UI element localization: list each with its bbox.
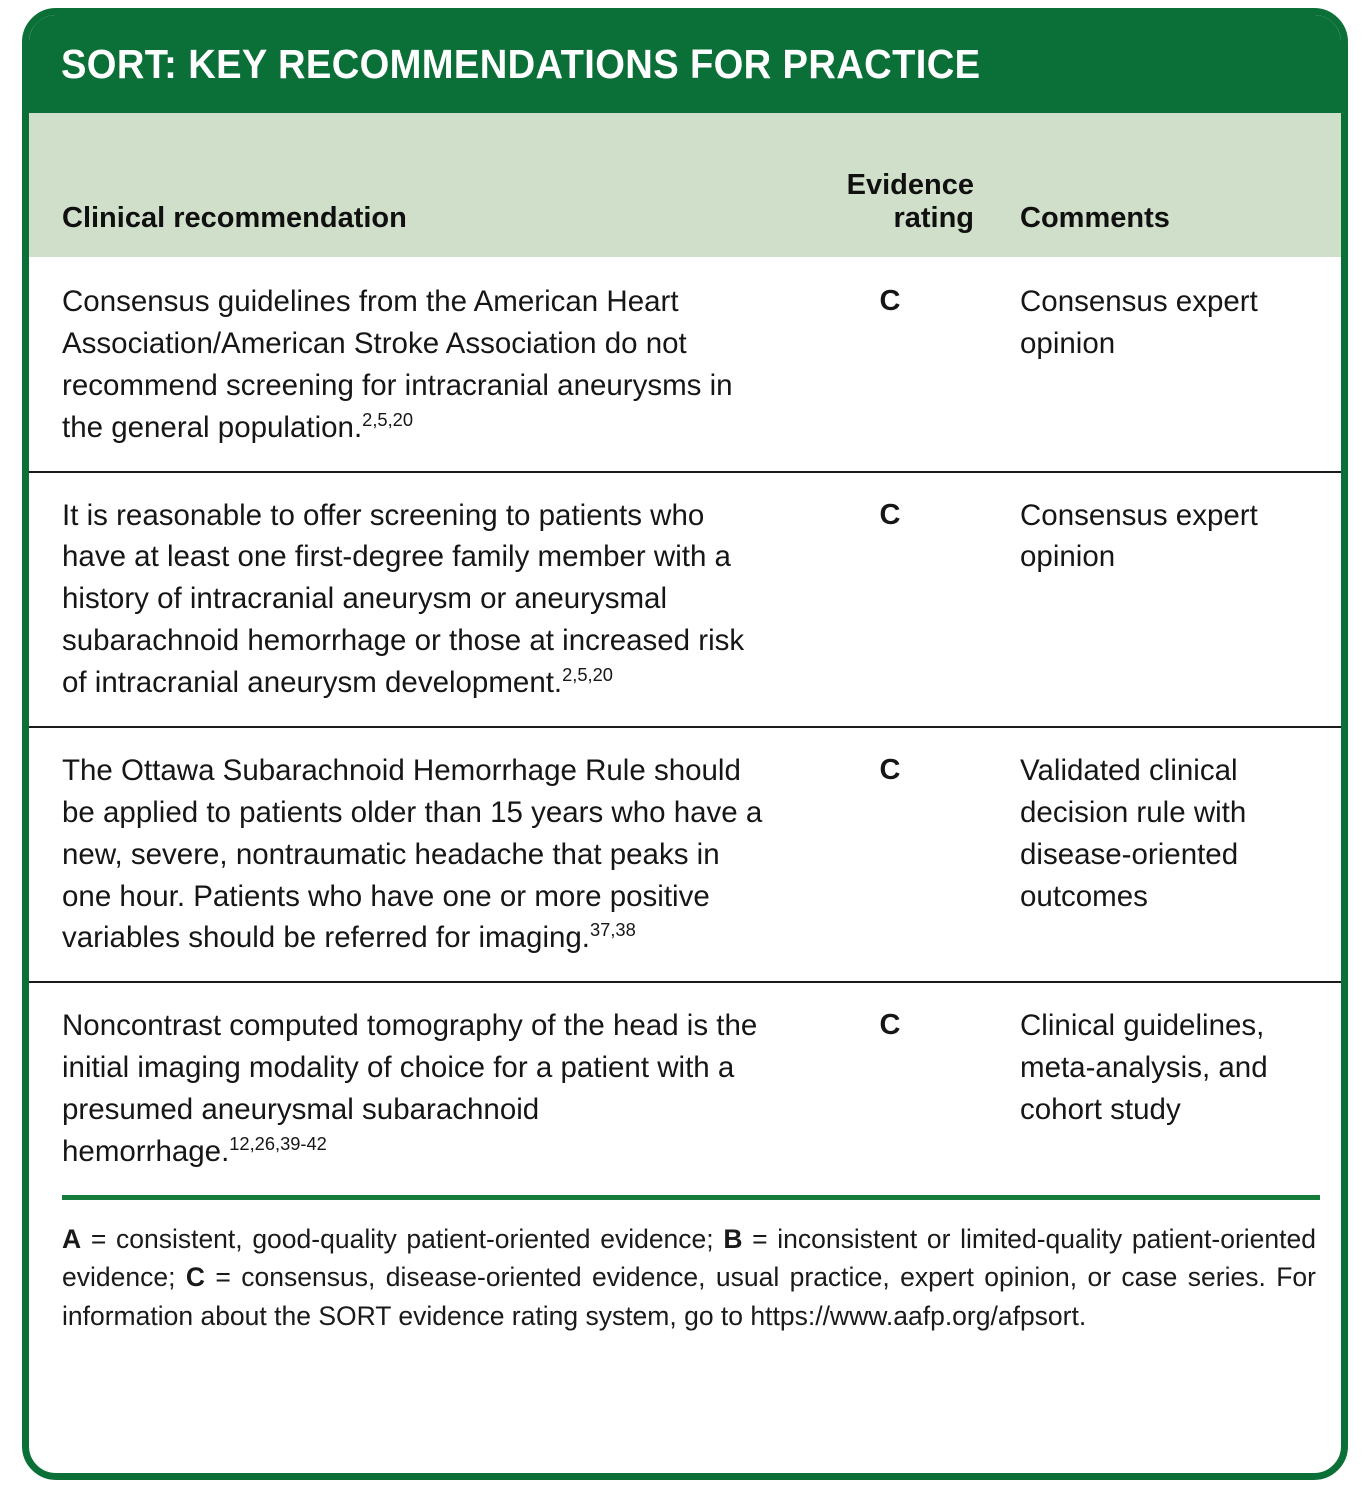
cell-recommendation bbox=[29, 472, 786, 727]
column-header-evidence-rating-line1: Evidence bbox=[846, 168, 974, 201]
legend-text-c: = consensus, disease-oriented evidence, usual practice, expert opinion, or case series. For information about the SORT evidence rating system, go to https://www.aafp.org/afpsort. bbox=[62, 1262, 1316, 1332]
cell-comments: Consensus expert opinion bbox=[994, 472, 1341, 727]
table-body bbox=[29, 257, 1341, 1195]
table-row bbox=[29, 472, 1341, 727]
cell-comments: Clinical guidelines, meta-analysis, and cohort study bbox=[994, 982, 1341, 1195]
recommendations-table bbox=[29, 113, 1341, 1195]
cell-comments: Validated clinical decision rule with disease-oriented outcomes bbox=[994, 727, 1341, 982]
legend-label-a: A bbox=[62, 1223, 82, 1254]
table-header-row bbox=[29, 113, 1341, 257]
recommendation-text: Consensus guidelines from the American Heart Association/American Stroke Association do not recommend screening for intracranial aneurysms in the general population. bbox=[62, 285, 733, 444]
column-header-evidence-rating-line2: rating bbox=[893, 201, 974, 234]
legend-label-c: C bbox=[185, 1262, 205, 1293]
table-row bbox=[29, 982, 1341, 1195]
cell-recommendation bbox=[29, 982, 786, 1195]
page-title: SORT: KEY RECOMMENDATIONS FOR PRACTICE bbox=[61, 40, 981, 87]
legend-label-b: B bbox=[723, 1223, 743, 1254]
table-header bbox=[29, 113, 1341, 257]
reference-superscript: 2,5,20 bbox=[562, 664, 613, 686]
cell-recommendation bbox=[29, 727, 786, 982]
column-header-comments: Comments bbox=[1020, 201, 1170, 234]
cell-comments: Consensus expert opinion bbox=[1020, 285, 1258, 360]
legend-text-a: = consistent, good-quality patient-oriented evidence; bbox=[81, 1223, 724, 1254]
reference-superscript: 2,5,20 bbox=[362, 408, 413, 430]
reference-superscript: 37,38 bbox=[590, 919, 636, 941]
recommendation-text: The Ottawa Subarachnoid Hemorrhage Rule should be applied to patients older than 15 years who have a new, severe, nontraumatic headache that peaks in one hour. Patients who have one or more positive variables should be referred for imaging. bbox=[62, 753, 763, 955]
reference-superscript: 12,26,39-42 bbox=[229, 1133, 327, 1155]
table-row bbox=[29, 727, 1341, 982]
recommendation-text: It is reasonable to offer screening to patients who have at least one first-degree family member with a history of intracranial aneurysm or aneurysmal subarachnoid hemorrhage or those at increased risk of intracranial aneurysm development. bbox=[62, 498, 745, 699]
cell-evidence-rating: C bbox=[786, 982, 994, 1195]
column-header-recommendation: Clinical recommendation bbox=[62, 201, 407, 234]
recommendation-text: Noncontrast computed tomography of the head is the initial imaging modality of choice for a patient with a presumed aneurysmal subarachnoid hemorrhage. bbox=[62, 1009, 758, 1168]
cell-evidence-rating: C bbox=[879, 285, 901, 317]
legend-text-b: = inconsistent or limited-quality patient-oriented evidence; bbox=[62, 1223, 1316, 1293]
cell-evidence-rating: C bbox=[786, 472, 994, 727]
table-container bbox=[29, 113, 1341, 1195]
column-header-evidence-rating bbox=[786, 113, 994, 257]
cell-evidence-rating: C bbox=[786, 727, 994, 982]
sort-recommendations-card bbox=[22, 8, 1348, 1480]
table-row bbox=[29, 257, 1341, 472]
cell-recommendation bbox=[29, 257, 786, 472]
card-title-bar bbox=[29, 15, 1341, 113]
evidence-rating-legend bbox=[29, 1200, 1341, 1336]
